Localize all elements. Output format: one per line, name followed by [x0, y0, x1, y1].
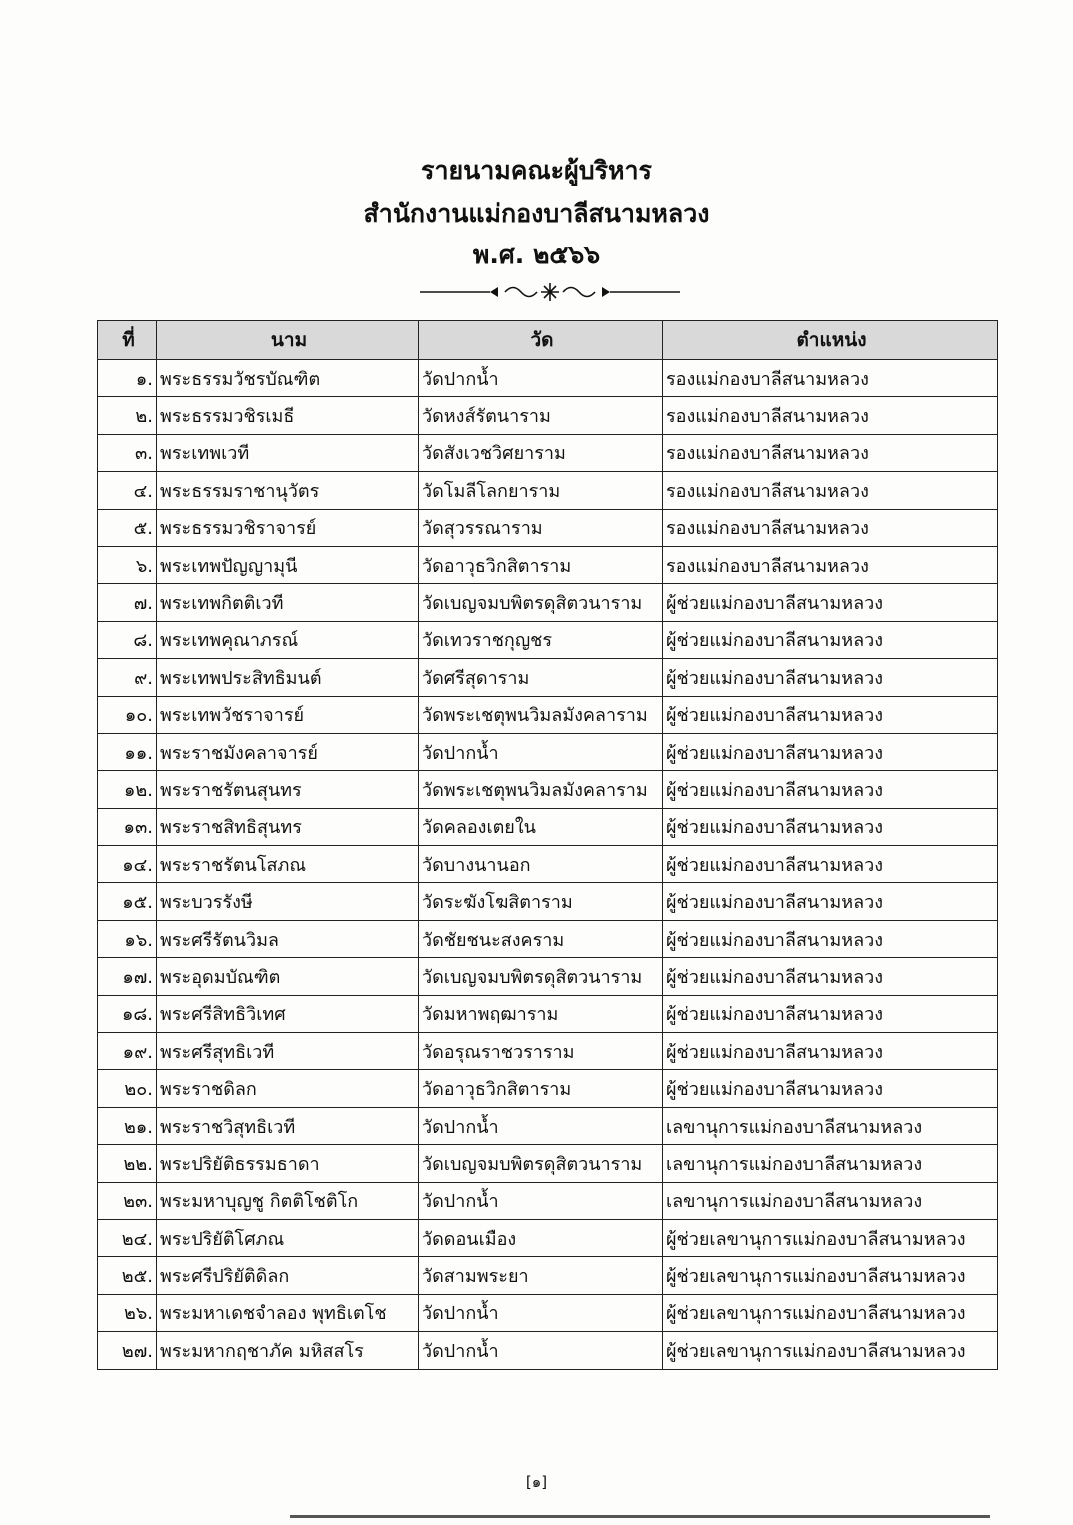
ornament-divider-icon	[420, 278, 680, 306]
position-title: ผู้ช่วยแม่กองบาลีสนามหลวง	[663, 771, 998, 808]
temple-name: วัดพระเชตุพนวิมลมังคลาราม	[419, 696, 663, 733]
row-number: ๒๕.	[98, 1257, 157, 1294]
monk-name: พระบวรรังษี	[157, 883, 419, 920]
document-title: รายนามคณะผู้บริหาร	[421, 156, 652, 185]
row-number: ๑๘.	[98, 995, 157, 1032]
monk-name: พระเทพกิตติเวที	[157, 584, 419, 621]
temple-name: วัดเบญจมบพิตรดุสิตวนาราม	[419, 584, 663, 621]
monk-name: พระราชสิทธิสุนทร	[157, 808, 419, 845]
position-title: เลขานุการแม่กองบาลีสนามหลวง	[663, 1107, 998, 1144]
monk-name: พระศรีสิทธิวิเทศ	[157, 995, 419, 1032]
position-title: ผู้ช่วยแม่กองบาลีสนามหลวง	[663, 1033, 998, 1070]
monk-name: พระปริยัติธรรมธาดา	[157, 1145, 419, 1182]
temple-name: วัดสามพระยา	[419, 1257, 663, 1294]
column-header-temple: วัด	[419, 321, 663, 360]
position-title: ผู้ช่วยแม่กองบาลีสนามหลวง	[663, 1070, 998, 1107]
row-number: ๒๒.	[98, 1145, 157, 1182]
monk-name: พระปริยัติโศภณ	[157, 1219, 419, 1256]
table-row	[98, 621, 998, 658]
table-row	[98, 584, 998, 621]
monk-name: พระศรีสุทธิเวที	[157, 1033, 419, 1070]
table-row	[98, 546, 998, 583]
roster-table	[97, 320, 998, 1370]
temple-name: วัดปากน้ำ	[419, 360, 663, 397]
table-row	[98, 808, 998, 845]
table-row	[98, 1033, 998, 1070]
table-row	[98, 509, 998, 546]
monk-name: พระอุดมบัณฑิต	[157, 958, 419, 995]
row-number: ๒๔.	[98, 1219, 157, 1256]
table-row	[98, 1182, 998, 1219]
position-title: ผู้ช่วยแม่กองบาลีสนามหลวง	[663, 846, 998, 883]
position-title: รองแม่กองบาลีสนามหลวง	[663, 434, 998, 471]
position-title: รองแม่กองบาลีสนามหลวง	[663, 509, 998, 546]
temple-name: วัดอาวุธวิกสิตาราม	[419, 1070, 663, 1107]
table-row	[98, 360, 998, 397]
temple-name: วัดปากน้ำ	[419, 1332, 663, 1369]
row-number: ๘.	[98, 621, 157, 658]
position-title: ผู้ช่วยแม่กองบาลีสนามหลวง	[663, 958, 998, 995]
monk-name: พระเทพประสิทธิมนต์	[157, 659, 419, 696]
bottom-rule	[290, 1515, 990, 1518]
position-title: ผู้ช่วยเลขานุการแม่กองบาลีสนามหลวง	[663, 1219, 998, 1256]
position-title: รองแม่กองบาลีสนามหลวง	[663, 472, 998, 509]
monk-name: พระเทพปัญญามุนี	[157, 546, 419, 583]
monk-name: พระธรรมวชิรเมธี	[157, 397, 419, 434]
monk-name: พระธรรมราชานุวัตร	[157, 472, 419, 509]
table-row	[98, 920, 998, 957]
temple-name: วัดสังเวชวิศยาราม	[419, 434, 663, 471]
row-number: ๑๕.	[98, 883, 157, 920]
position-title: ผู้ช่วยแม่กองบาลีสนามหลวง	[663, 584, 998, 621]
position-title: รองแม่กองบาลีสนามหลวง	[663, 546, 998, 583]
column-header-number: ที่	[98, 321, 157, 360]
monk-name: พระธรรมวัชรบัณฑิต	[157, 360, 419, 397]
row-number: ๓.	[98, 434, 157, 471]
position-title: ผู้ช่วยแม่กองบาลีสนามหลวง	[663, 920, 998, 957]
temple-name: วัดเบญจมบพิตรดุสิตวนาราม	[419, 1145, 663, 1182]
column-header-name: นาม	[157, 321, 419, 360]
table-row	[98, 995, 998, 1032]
position-title: ผู้ช่วยเลขานุการแม่กองบาลีสนามหลวง	[663, 1257, 998, 1294]
temple-name: วัดโมลีโลกยาราม	[419, 472, 663, 509]
temple-name: วัดปากน้ำ	[419, 1294, 663, 1331]
row-number: ๙.	[98, 659, 157, 696]
position-title: ผู้ช่วยแม่กองบาลีสนามหลวง	[663, 659, 998, 696]
table-row	[98, 434, 998, 471]
position-title: รองแม่กองบาลีสนามหลวง	[663, 397, 998, 434]
row-number: ๒๐.	[98, 1070, 157, 1107]
page-number: [๑]	[525, 1473, 548, 1491]
table-row	[98, 958, 998, 995]
table-row	[98, 883, 998, 920]
row-number: ๑๒.	[98, 771, 157, 808]
temple-name: วัดดอนเมือง	[419, 1219, 663, 1256]
table-row	[98, 1332, 998, 1369]
monk-name: พระธรรมวชิราจารย์	[157, 509, 419, 546]
document-year: พ.ศ. ๒๕๖๖	[472, 240, 601, 269]
row-number: ๒๑.	[98, 1107, 157, 1144]
temple-name: วัดหงส์รัตนาราม	[419, 397, 663, 434]
row-number: ๑๐.	[98, 696, 157, 733]
row-number: ๑๖.	[98, 920, 157, 957]
position-title: ผู้ช่วยแม่กองบาลีสนามหลวง	[663, 621, 998, 658]
monk-name: พระมหากฤชาภัค มหิสสโร	[157, 1332, 419, 1369]
position-title: เลขานุการแม่กองบาลีสนามหลวง	[663, 1145, 998, 1182]
table-row	[98, 846, 998, 883]
row-number: ๒๖.	[98, 1294, 157, 1331]
monk-name: พระเทพคุณาภรณ์	[157, 621, 419, 658]
position-title: ผู้ช่วยแม่กองบาลีสนามหลวง	[663, 808, 998, 845]
column-header-position: ตำแหน่ง	[663, 321, 998, 360]
position-title: เลขานุการแม่กองบาลีสนามหลวง	[663, 1182, 998, 1219]
table-row	[98, 397, 998, 434]
row-number: ๑๙.	[98, 1033, 157, 1070]
monk-name: พระเทพวัชราจารย์	[157, 696, 419, 733]
table-row	[98, 659, 998, 696]
temple-name: วัดอาวุธวิกสิตาราม	[419, 546, 663, 583]
row-number: ๖.	[98, 546, 157, 583]
row-number: ๒.	[98, 397, 157, 434]
monk-name: พระมหาเดชจำลอง พุทธิเตโช	[157, 1294, 419, 1331]
table-row	[98, 1294, 998, 1331]
table-row	[98, 771, 998, 808]
row-number: ๑๗.	[98, 958, 157, 995]
table-row	[98, 733, 998, 770]
monk-name: พระศรีปริยัติดิลก	[157, 1257, 419, 1294]
monk-name: พระราชรัตนโสภณ	[157, 846, 419, 883]
position-title: ผู้ช่วยเลขานุการแม่กองบาลีสนามหลวง	[663, 1294, 998, 1331]
monk-name: พระราชรัตนสุนทร	[157, 771, 419, 808]
temple-name: วัดคลองเตยใน	[419, 808, 663, 845]
table-row	[98, 1257, 998, 1294]
row-number: ๒๗.	[98, 1332, 157, 1369]
monk-name: พระเทพเวที	[157, 434, 419, 471]
table-row	[98, 1219, 998, 1256]
position-title: ผู้ช่วยแม่กองบาลีสนามหลวง	[663, 696, 998, 733]
temple-name: วัดอรุณราชวราราม	[419, 1033, 663, 1070]
row-number: ๗.	[98, 584, 157, 621]
temple-name: วัดบางนานอก	[419, 846, 663, 883]
temple-name: วัดปากน้ำ	[419, 1107, 663, 1144]
table-row	[98, 1145, 998, 1182]
table-row	[98, 1070, 998, 1107]
document-subtitle: สำนักงานแม่กองบาลีสนามหลวง	[363, 199, 710, 228]
temple-name: วัดปากน้ำ	[419, 733, 663, 770]
temple-name: วัดระฆังโฆสิตาราม	[419, 883, 663, 920]
row-number: ๑๔.	[98, 846, 157, 883]
table-row	[98, 472, 998, 509]
table-row	[98, 696, 998, 733]
temple-name: วัดปากน้ำ	[419, 1182, 663, 1219]
position-title: ผู้ช่วยแม่กองบาลีสนามหลวง	[663, 733, 998, 770]
row-number: ๑๑.	[98, 733, 157, 770]
row-number: ๒๓.	[98, 1182, 157, 1219]
temple-name: วัดเทวราชกุญชร	[419, 621, 663, 658]
position-title: ผู้ช่วยแม่กองบาลีสนามหลวง	[663, 995, 998, 1032]
row-number: ๕.	[98, 509, 157, 546]
position-title: ผู้ช่วยแม่กองบาลีสนามหลวง	[663, 883, 998, 920]
temple-name: วัดสุวรรณาราม	[419, 509, 663, 546]
monk-name: พระมหาบุญชู กิตติโชติโก	[157, 1182, 419, 1219]
temple-name: วัดชัยชนะสงคราม	[419, 920, 663, 957]
row-number: ๔.	[98, 472, 157, 509]
temple-name: วัดพระเชตุพนวิมลมังคลาราม	[419, 771, 663, 808]
temple-name: วัดเบญจมบพิตรดุสิตวนาราม	[419, 958, 663, 995]
temple-name: วัดศรีสุดาราม	[419, 659, 663, 696]
position-title: รองแม่กองบาลีสนามหลวง	[663, 360, 998, 397]
table-header-row	[98, 321, 998, 360]
position-title: ผู้ช่วยเลขานุการแม่กองบาลีสนามหลวง	[663, 1332, 998, 1369]
row-number: ๑.	[98, 360, 157, 397]
table-row	[98, 1107, 998, 1144]
monk-name: พระราชมังคลาจารย์	[157, 733, 419, 770]
row-number: ๑๓.	[98, 808, 157, 845]
monk-name: พระราชวิสุทธิเวที	[157, 1107, 419, 1144]
temple-name: วัดมหาพฤฒาราม	[419, 995, 663, 1032]
monk-name: พระศรีรัตนวิมล	[157, 920, 419, 957]
monk-name: พระราชดิลก	[157, 1070, 419, 1107]
